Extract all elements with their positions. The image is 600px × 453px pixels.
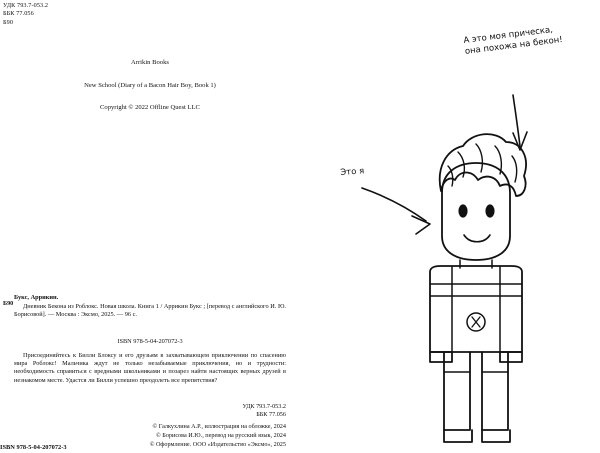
right-leg [482,352,508,430]
bbk-line: ББК 77.056 [3,10,34,18]
publisher-name: Arrikin Books [131,59,169,66]
book-annotation: Присоединяйтесь к Билли Блоксу и его друзьям в захватывающем приключении по спасению мира Роблокс! Мальчика ждут не только незабываемые приключения, но и трудности: необходимость справиться с вредными школьниками и позарез найти настоящих верных друзей в незнакомом месте. Удастся ли Билли успешно преодолеть все препятствия? [14,352,286,384]
left-hand [430,352,452,362]
bibliographic-record [14,294,286,319]
self-callout-label: Это я [340,166,365,178]
udk-line-bottom: УДК 793.7-053.2 [242,403,286,410]
left-eye [458,204,467,217]
left-leg [444,352,470,430]
udk-line: УДК 793.7-053.2 [3,2,49,9]
copyright-illustration: © Галкухлина А.Р., иллюстрация на обложке, 2024 [152,423,286,430]
copyright-list [150,423,286,450]
smile [464,235,490,242]
original-imprint [0,60,300,112]
isbn-center: ISBN 978-5-04-207072-3 [117,338,183,345]
left-shoe [444,430,472,442]
bacon-hair-boy-drawing [300,0,600,453]
hair-callout-label: А это моя прическа, она похожа на бекон! [463,25,564,58]
bbk-line-bottom: ББК 77.056 [256,411,286,419]
author-name: Букс, Аррикин. [14,294,59,301]
right-shoe [482,430,510,442]
copyright-notice: Copyright © 2022 Offline Quest LLC [100,104,200,112]
arrow-to-hair [513,95,520,146]
copyright-design: © Оформление. ООО «Издательство «Эксмо», 2025 [149,440,286,448]
bibliographic-description: Дневник Бекона из Роблокс. Новая школа. Книга 1 / Аррикин Букс ; [перевод с английского И. Ю. Борисовой]. — Москва : Эксмо, 2025. — 96 с. [14,302,286,318]
illustration-page [300,0,600,453]
udk-code-bottom [242,403,286,420]
right-hand [500,352,522,362]
catalog-line: Б90 [3,18,14,26]
original-title: New School (Diary of a Bacon Hair Boy, Book 1) [84,81,216,89]
torso [430,266,522,352]
catalog-code-side: Б90 [3,300,14,307]
isbn-bottom: ISBN 978-5-04-207072-3 [0,444,67,451]
copyright-translation: © Борисова И.Ю., перевод на русский язык, 2024 [156,431,286,439]
udk-code-top [3,2,48,27]
arrow-to-figure [362,188,426,221]
right-eye [485,204,494,217]
